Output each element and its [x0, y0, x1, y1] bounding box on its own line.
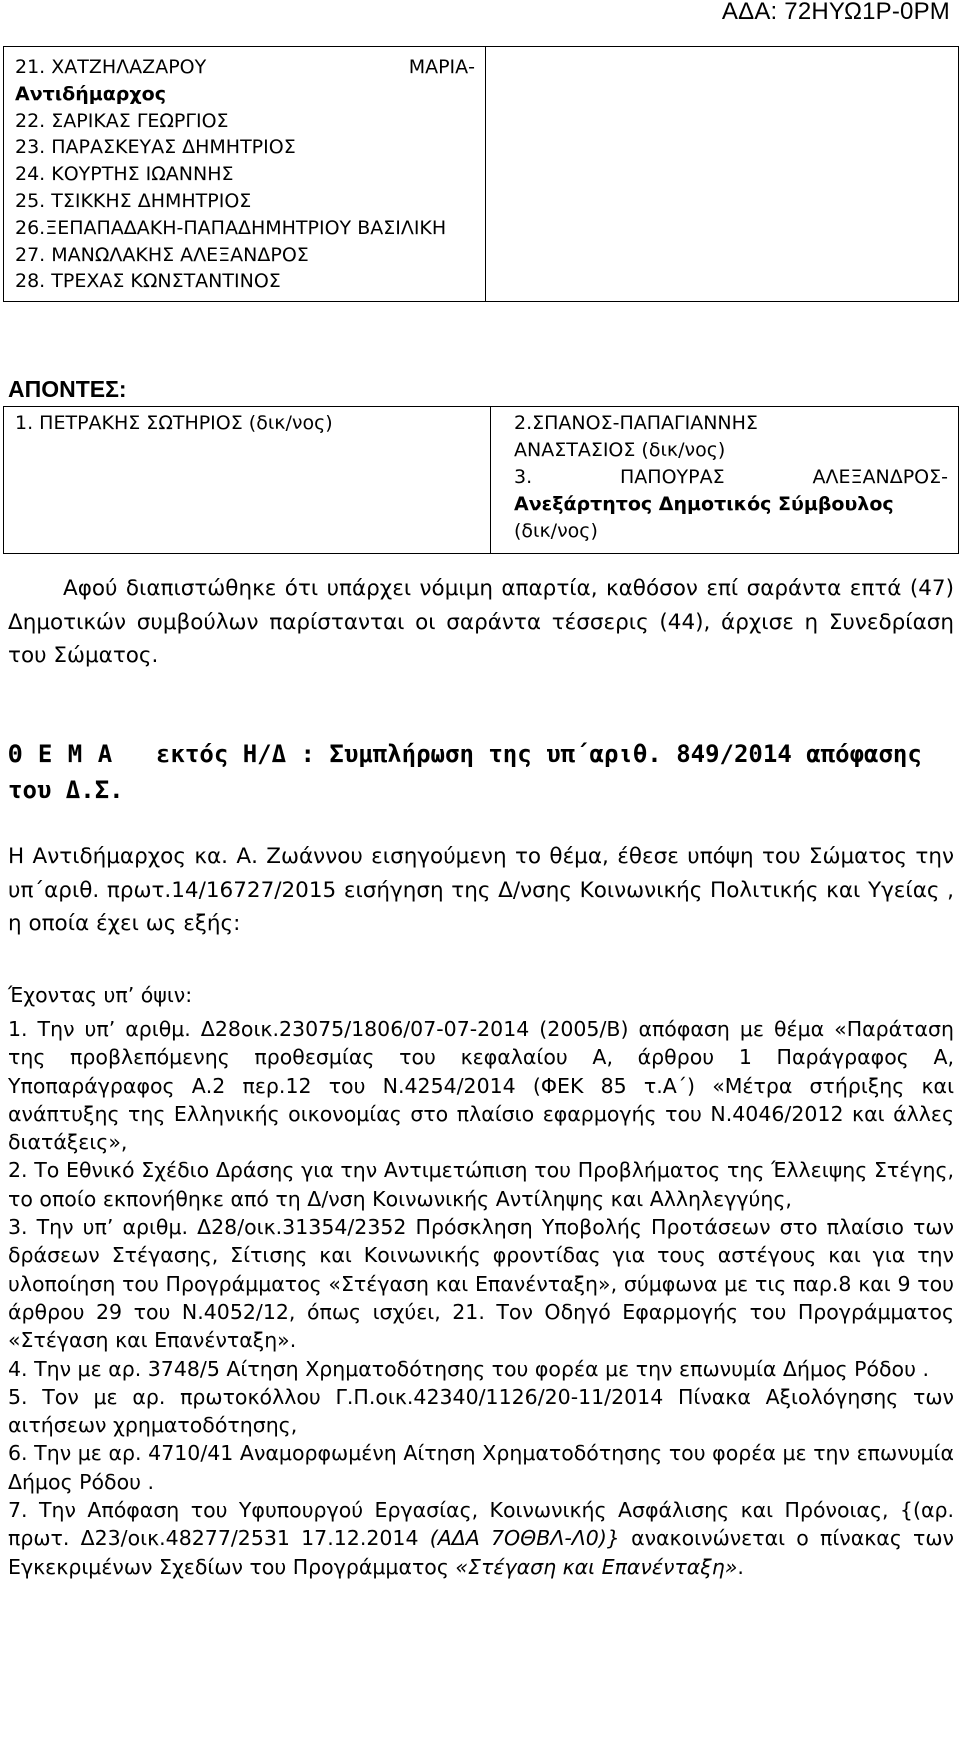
present-members-cell — [4, 47, 486, 302]
list-item: 6. Την με αρ. 4710/41 Αναμορφωμένη Αίτηση Χρηματοδότησης του φορέα με την επωνυμία Δήμος Ρόδου . — [8, 1441, 954, 1494]
theme-text: εκτός Η/Δ : Συμπλήρωση της υπ΄αριθ. 849/2014 απόφασης του Δ.Σ. — [8, 740, 922, 804]
member-22: 22. ΣΑΡΙΚΑΣ ΓΕΩΡΓΙΟΣ — [15, 109, 229, 132]
absent-heading: ΑΠΟΝΤΕΣ: — [8, 376, 127, 402]
absent-member-1: 1. ΠΕΤΡΑΚΗΣ ΣΩΤΗΡΙΟΣ (δικ/νος) — [4, 407, 491, 554]
list-item: 4. Την με αρ. 3748/5 Αίτηση Χρηματοδότησης του φορέα με την επωνυμία Δήμος Ρόδου . — [8, 1356, 929, 1381]
list-item: 1. Την υπ’ αριθμ. Δ28οικ.23075/1806/07-07-2014 (2005/Β) απόφαση με θέμα «Παράταση της προβλεπόμενης προθεσμίας του κεφαλαίου Α, άρθρου 1 Παράγραφος Α, Υποπαράγραφος Α.2 περ.12 του Ν.4254/2014 (ΦΕΚ 85 τ.Α΄) «Μέτρα στήριξης και ανάπτυξης της Ελληνικής οικονομίας στο πλαίσιο εφαρμογής του Ν.4046/2012 και άλλες διατάξεις», — [8, 1017, 954, 1155]
member-21-role: Αντιδήμαρχος — [15, 82, 166, 105]
list-item-7: 7. Την Απόφαση του Υφυπουργού Εργασίας, Κοινωνικής Ασφάλισης και Πρόνοιας, {(αρ. πρωτ. Δ23/οικ.48277/2531 17.12.2014 (ΑΔΑ 7ΟΘΒΛ-Λ0)} ανακοινώνεται ο πίνακας των Εγκεκριμένων Σχεδίων του Προγράμματος «Στέγαση και Επανένταξη». — [8, 1498, 954, 1579]
quorum-paragraph: Αφού διαπιστώθηκε ότι υπάρχει νόμιμη απαρτία, καθόσον επί σαράντα επτά (47) Δημοτικών συμβούλων παρίστανται οι σαράντα τέσσερις (44), άρχισε η Συνεδρίαση του Σώματος. — [8, 576, 954, 668]
list-item: 5. Τον με αρ. πρωτοκόλλου Γ.Π.οικ.42340/1126/20-11/2014 Πίνακα Αξιολόγησης των αιτήσεων χρηματοδότησης, — [8, 1384, 954, 1438]
absent-members-table — [3, 406, 959, 554]
member-21: 21. ΧΑΤΖΗΛΑΖΑΡΟΥ ΜΑΡΙΑ- — [15, 56, 475, 78]
member-26: 26.ΞΕΠΑΠΑΔΑΚΗ-ΠΑΠΑΔΗΜΗΤΡΙΟΥ ΒΑΣΙΛΙΚΗ — [15, 216, 447, 239]
list-item: 2. Το Εθνικό Σχέδιο Δράσης για την Αντιμετώπιση του Προβλήματος της Έλλειψης Στέγης, το οποίο εκπονήθηκε από τη Δ/νση Κοινωνικής Αντίληψης και Αλληλεγγύης, — [8, 1158, 954, 1211]
member-28: 28. ΤΡΕΧΑΣ ΚΩΝΣΤΑΝΤΙΝΟΣ — [15, 270, 281, 293]
theme-label: Θ Ε Μ Α — [8, 740, 113, 768]
having-line: Έχοντας υπ’ όψιν: — [8, 983, 193, 1007]
intro-paragraph: Η Αντιδήμαρχος κα. Α. Ζωάννου εισηγούμενη το θέμα, έθεσε υπόψη του Σώματος την υπ΄αριθ. πρωτ.14/16727/2015 εισήγηση της Δ/νσης Κοινωνικής Πολιτικής και Υγείας , η οποία έχει ως εξής: — [8, 844, 954, 936]
empty-cell — [486, 47, 959, 302]
absent-member-2a: 2.ΣΠΑΝΟΣ-ΠΑΠΑΓΙΑΝΝΗΣ — [514, 412, 758, 434]
absent-member-3-tail: (δικ/νος) — [514, 520, 598, 542]
member-23: 23. ΠΑΡΑΣΚΕΥΑΣ ΔΗΜΗΤΡΙΟΣ — [15, 136, 296, 159]
member-24: 24. ΚΟΥΡΤΗΣ ΙΩΑΝΝΗΣ — [15, 163, 234, 186]
member-27: 27. ΜΑΝΩΛΑΚΗΣ ΑΛΕΞΑΝΔΡΟΣ — [15, 243, 309, 266]
considerations-list — [8, 1015, 954, 1581]
absent-member-3-role: Ανεξάρτητος Δημοτικός Σύμβουλος — [514, 493, 894, 515]
list-item: 3. Την υπ’ αριθμ. Δ28/οικ.31354/2352 Πρόσκληση Υποβολής Προτάσεων στο πλαίσιο των δράσεων Στέγασης, Σίτισης και Κοινωνικής φροντίδας για τους αστέγους και για την υλοποίηση του Προγράμματος «Στέγαση και Επανένταξη», σύμφωνα με τις παρ.8 και 9 του άρθρου 29 του Ν.4052/12, όπως ισχύει, 21. Τον Οδηγό Εφαρμογής του Προγράμματος «Στέγαση και Επανένταξη». — [8, 1215, 954, 1353]
present-members-table — [3, 46, 959, 302]
absent-member-3: 3. ΠΑΠΟΥΡΑΣ ΑΛΕΞΑΝΔΡΟΣ- — [514, 466, 948, 488]
theme-heading — [8, 736, 954, 808]
absent-member-2b: ΑΝΑΣΤΑΣΙΟΣ (δικ/νος) — [514, 439, 726, 461]
absent-members-col2 — [491, 407, 959, 554]
ada-code: ΑΔΑ: 72ΗΥΩ1Ρ-0ΡΜ — [721, 0, 950, 25]
member-25: 25. ΤΣΙΚΚΗΣ ΔΗΜΗΤΡΙΟΣ — [15, 189, 252, 212]
